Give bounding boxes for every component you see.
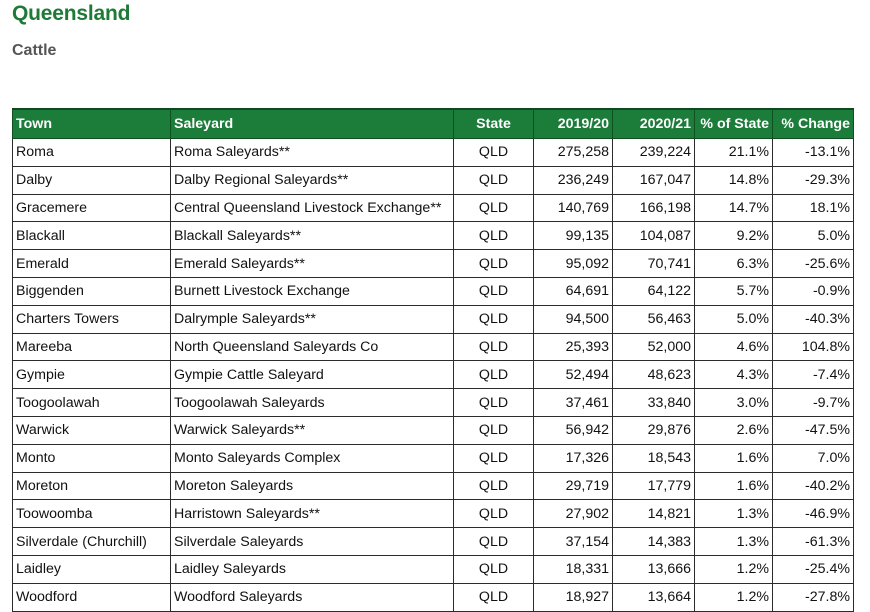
cell-pct-change: -0.9% — [773, 277, 854, 305]
cell-pct-change: -25.6% — [773, 250, 854, 278]
cell-2020-21: 14,383 — [613, 528, 695, 556]
cell-pct-change: -61.3% — [773, 528, 854, 556]
cell-town: Mareeba — [13, 333, 171, 361]
cell-saleyard: Laidley Saleyards — [171, 555, 454, 583]
cell-2020-21: 64,122 — [613, 277, 695, 305]
cell-town: Monto — [13, 444, 171, 472]
cell-pct-of-state: 21.1% — [695, 139, 773, 167]
table-row — [13, 416, 854, 444]
cell-state: QLD — [454, 361, 534, 389]
cell-saleyard: North Queensland Saleyards Co — [171, 333, 454, 361]
table-header — [13, 109, 854, 139]
cell-2020-21: 70,741 — [613, 250, 695, 278]
cell-2019-20: 37,461 — [534, 389, 613, 417]
cell-town: Charters Towers — [13, 305, 171, 333]
cell-saleyard: Emerald Saleyards** — [171, 250, 454, 278]
column-header-2020-21: 2020/21 — [613, 109, 695, 139]
cell-state: QLD — [454, 166, 534, 194]
table-row — [13, 277, 854, 305]
cell-saleyard: Woodford Saleyards — [171, 583, 454, 611]
cell-pct-of-state: 9.2% — [695, 222, 773, 250]
cell-pct-change: 18.1% — [773, 194, 854, 222]
cell-2019-20: 140,769 — [534, 194, 613, 222]
table-row — [13, 194, 854, 222]
cell-state: QLD — [454, 194, 534, 222]
table-row — [13, 528, 854, 556]
cell-pct-change: -13.1% — [773, 139, 854, 167]
table-row — [13, 222, 854, 250]
cell-town: Gympie — [13, 361, 171, 389]
cell-pct-of-state: 1.6% — [695, 444, 773, 472]
cell-pct-change: -9.7% — [773, 389, 854, 417]
cell-town: Toowoomba — [13, 500, 171, 528]
saleyard-table — [12, 108, 854, 612]
cell-pct-change: -40.3% — [773, 305, 854, 333]
cell-town: Silverdale (Churchill) — [13, 528, 171, 556]
cell-2020-21: 167,047 — [613, 166, 695, 194]
table-row — [13, 389, 854, 417]
cell-state: QLD — [454, 555, 534, 583]
cell-2019-20: 25,393 — [534, 333, 613, 361]
cell-state: QLD — [454, 305, 534, 333]
cell-town: Toogoolawah — [13, 389, 171, 417]
table-row — [13, 166, 854, 194]
cell-pct-of-state: 1.3% — [695, 500, 773, 528]
cell-state: QLD — [454, 222, 534, 250]
cell-town: Moreton — [13, 472, 171, 500]
cell-pct-change: 7.0% — [773, 444, 854, 472]
cell-saleyard: Monto Saleyards Complex — [171, 444, 454, 472]
cell-2019-20: 236,249 — [534, 166, 613, 194]
cell-pct-of-state: 5.7% — [695, 277, 773, 305]
cell-pct-change: -46.9% — [773, 500, 854, 528]
cell-2019-20: 99,135 — [534, 222, 613, 250]
column-header-town: Town — [13, 109, 171, 139]
cell-town: Gracemere — [13, 194, 171, 222]
table-row — [13, 139, 854, 167]
cell-pct-of-state: 1.2% — [695, 583, 773, 611]
cell-saleyard: Burnett Livestock Exchange — [171, 277, 454, 305]
cell-pct-change: -40.2% — [773, 472, 854, 500]
cell-2020-21: 56,463 — [613, 305, 695, 333]
cell-state: QLD — [454, 277, 534, 305]
cell-2019-20: 17,326 — [534, 444, 613, 472]
cell-pct-of-state: 1.6% — [695, 472, 773, 500]
header-row — [13, 109, 854, 139]
cell-2019-20: 18,927 — [534, 583, 613, 611]
cell-pct-of-state: 5.0% — [695, 305, 773, 333]
cell-2020-21: 13,666 — [613, 555, 695, 583]
cell-2020-21: 52,000 — [613, 333, 695, 361]
cell-town: Blackall — [13, 222, 171, 250]
cell-saleyard: Silverdale Saleyards — [171, 528, 454, 556]
cell-pct-of-state: 14.7% — [695, 194, 773, 222]
column-header-pct-change: % Change — [773, 109, 854, 139]
cell-2020-21: 29,876 — [613, 416, 695, 444]
cell-saleyard: Moreton Saleyards — [171, 472, 454, 500]
cell-state: QLD — [454, 444, 534, 472]
cell-pct-change: -27.8% — [773, 583, 854, 611]
cell-2020-21: 166,198 — [613, 194, 695, 222]
table-body — [13, 139, 854, 612]
page-subtitle: Cattle — [12, 42, 57, 59]
cell-saleyard: Dalby Regional Saleyards** — [171, 166, 454, 194]
cell-state: QLD — [454, 583, 534, 611]
table-row — [13, 305, 854, 333]
cell-2020-21: 33,840 — [613, 389, 695, 417]
cell-pct-of-state: 1.3% — [695, 528, 773, 556]
cell-2019-20: 64,691 — [534, 277, 613, 305]
cell-saleyard: Roma Saleyards** — [171, 139, 454, 167]
cell-pct-of-state: 6.3% — [695, 250, 773, 278]
cell-town: Laidley — [13, 555, 171, 583]
table-row — [13, 555, 854, 583]
cell-town: Warwick — [13, 416, 171, 444]
cell-2019-20: 52,494 — [534, 361, 613, 389]
table-row — [13, 444, 854, 472]
cell-saleyard: Central Queensland Livestock Exchange** — [171, 194, 454, 222]
cell-pct-change: -29.3% — [773, 166, 854, 194]
cell-2020-21: 14,821 — [613, 500, 695, 528]
cell-pct-of-state: 2.6% — [695, 416, 773, 444]
cell-pct-change: 5.0% — [773, 222, 854, 250]
cell-saleyard: Toogoolawah Saleyards — [171, 389, 454, 417]
cell-pct-of-state: 4.6% — [695, 333, 773, 361]
cell-town: Woodford — [13, 583, 171, 611]
column-header-saleyard: Saleyard — [171, 109, 454, 139]
cell-state: QLD — [454, 139, 534, 167]
table-row — [13, 472, 854, 500]
column-header-state: State — [454, 109, 534, 139]
cell-town: Roma — [13, 139, 171, 167]
table-row — [13, 583, 854, 611]
cell-town: Biggenden — [13, 277, 171, 305]
cell-2019-20: 275,258 — [534, 139, 613, 167]
cell-state: QLD — [454, 389, 534, 417]
column-header-2019-20: 2019/20 — [534, 109, 613, 139]
cell-state: QLD — [454, 416, 534, 444]
cell-2020-21: 17,779 — [613, 472, 695, 500]
cell-pct-change: -7.4% — [773, 361, 854, 389]
column-header-pct-of-state: % of State — [695, 109, 773, 139]
cell-state: QLD — [454, 333, 534, 361]
cell-pct-of-state: 1.2% — [695, 555, 773, 583]
cell-pct-change: 104.8% — [773, 333, 854, 361]
cell-2019-20: 27,902 — [534, 500, 613, 528]
cell-2019-20: 95,092 — [534, 250, 613, 278]
cell-2019-20: 37,154 — [534, 528, 613, 556]
table-row — [13, 361, 854, 389]
cell-2020-21: 104,087 — [613, 222, 695, 250]
cell-saleyard: Harristown Saleyards** — [171, 500, 454, 528]
cell-saleyard: Warwick Saleyards** — [171, 416, 454, 444]
cell-saleyard: Blackall Saleyards** — [171, 222, 454, 250]
cell-2020-21: 18,543 — [613, 444, 695, 472]
cell-town: Dalby — [13, 166, 171, 194]
cell-state: QLD — [454, 472, 534, 500]
table-row — [13, 250, 854, 278]
cell-2019-20: 29,719 — [534, 472, 613, 500]
cell-saleyard: Dalrymple Saleyards** — [171, 305, 454, 333]
page-title: Queensland — [12, 2, 131, 25]
table-row — [13, 333, 854, 361]
cell-2020-21: 239,224 — [613, 139, 695, 167]
cell-pct-change: -25.4% — [773, 555, 854, 583]
cell-state: QLD — [454, 500, 534, 528]
cell-saleyard: Gympie Cattle Saleyard — [171, 361, 454, 389]
cell-2020-21: 48,623 — [613, 361, 695, 389]
cell-2019-20: 56,942 — [534, 416, 613, 444]
cell-pct-of-state: 14.8% — [695, 166, 773, 194]
cell-town: Emerald — [13, 250, 171, 278]
cell-state: QLD — [454, 528, 534, 556]
table-row — [13, 500, 854, 528]
cell-2019-20: 18,331 — [534, 555, 613, 583]
cell-2019-20: 94,500 — [534, 305, 613, 333]
cell-pct-of-state: 3.0% — [695, 389, 773, 417]
cell-pct-of-state: 4.3% — [695, 361, 773, 389]
cell-state: QLD — [454, 250, 534, 278]
cell-pct-change: -47.5% — [773, 416, 854, 444]
cell-2020-21: 13,664 — [613, 583, 695, 611]
